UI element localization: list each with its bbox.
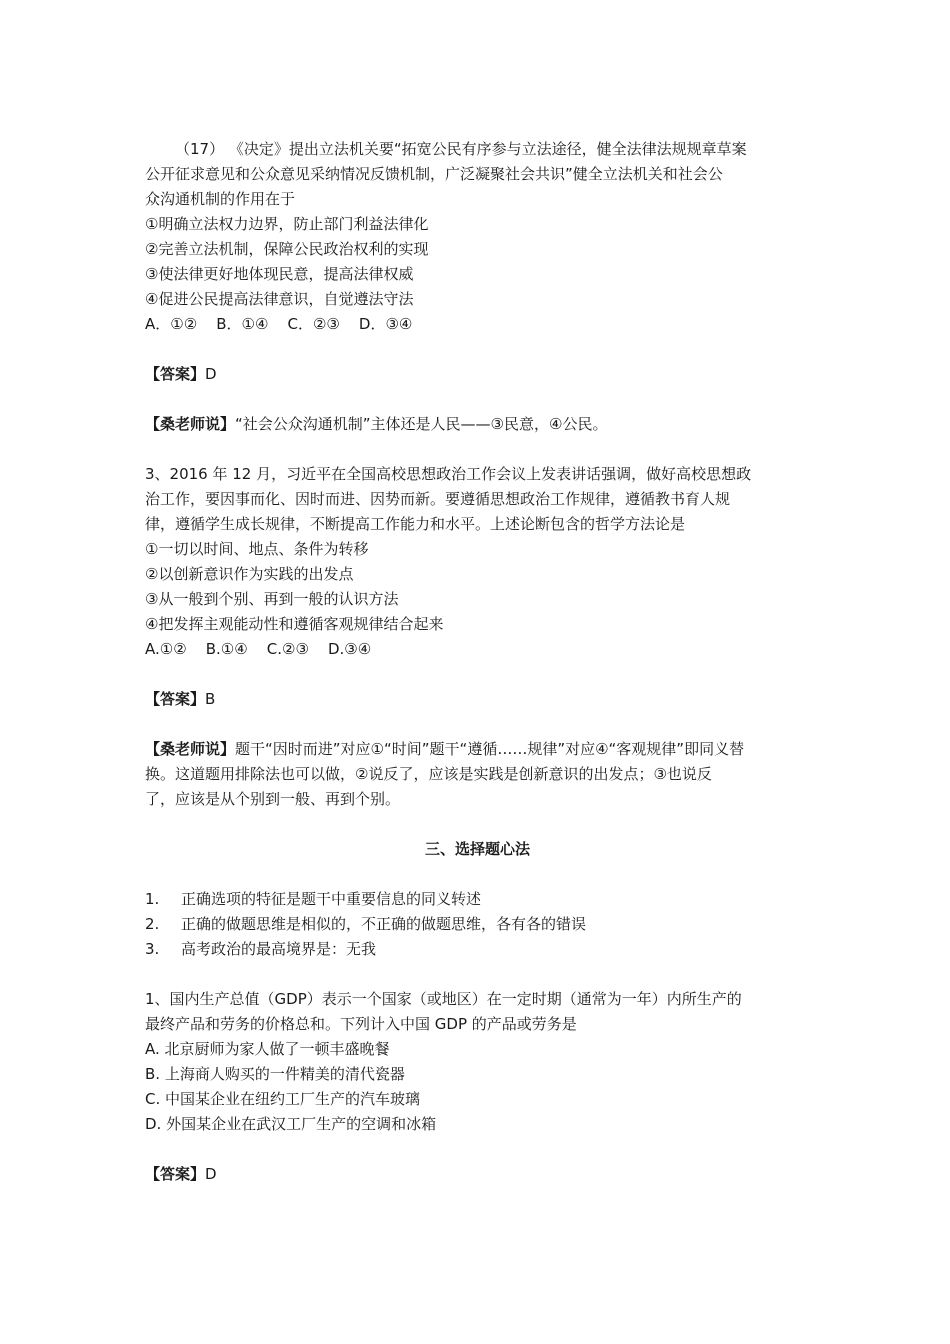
question-stem-line: （17） 《决定》提出立法机关要“拓宽公民有序参与立法途径，健全法律法规规章草案	[175, 140, 747, 158]
answer-option: B. 上海商人购买的一件精美的清代瓷器	[145, 1065, 405, 1083]
list-text: 正确选项的特征是题干中重要信息的同义转述	[181, 890, 482, 908]
comment-label: 【桑老师说】	[145, 415, 236, 433]
answer-options: A.①② B.①④ C.②③ D.③④	[145, 640, 372, 658]
statement-item: ①一切以时间、地点、条件为转移	[145, 540, 369, 558]
answer-value: D	[205, 365, 217, 383]
answer-options: A．①② B．①④ C．②③ D．③④	[145, 315, 413, 333]
comment-text: “社会公众沟通机制”主体还是人民——③民意，④公民。	[235, 415, 608, 433]
answer-label: 【答案】	[145, 365, 206, 383]
statement-item: ③从一般到个别、再到一般的认识方法	[145, 590, 399, 608]
teacher-comment	[145, 412, 810, 437]
spacer	[145, 812, 810, 837]
statement-item: ③使法律更好地体现民意，提高法律权威	[145, 265, 414, 283]
document-content	[145, 137, 810, 1187]
spacer	[145, 962, 810, 987]
statement-item: ②完善立法机制，保障公民政治权利的实现	[145, 240, 429, 258]
list-item	[145, 937, 810, 962]
answer-option: A. 北京厨师为家人做了一顿丰盛晚餐	[145, 1040, 390, 1058]
spacer	[145, 712, 810, 737]
answer-option: D. 外国某企业在武汉工厂生产的空调和冰箱	[145, 1115, 437, 1133]
question-stem-line: 众沟通机制的作用在于	[145, 190, 296, 208]
answer-label: 【答案】	[145, 1165, 206, 1183]
list-item	[145, 887, 810, 912]
statement-item: ①明确立法权力边界，防止部门利益法律化	[145, 215, 429, 233]
list-text: 正确的做题思维是相似的，不正确的做题思维，各有各的错误	[181, 915, 587, 933]
list-number: 2.	[145, 915, 160, 933]
spacer	[145, 662, 810, 687]
spacer	[145, 862, 810, 887]
answer-line	[145, 687, 810, 712]
answer-value: D	[205, 1165, 217, 1183]
answer-option: C. 中国某企业在纽约工厂生产的汽车玻璃	[145, 1090, 421, 1108]
question-1	[145, 987, 810, 1187]
answer-line	[145, 1162, 810, 1187]
question-stem-line: 律，遵循学生成长规律，不断提高工作能力和水平。上述论断包含的哲学方法论是	[145, 515, 686, 533]
question-stem-line: 1、国内生产总值（GDP）表示一个国家（或地区）在一定时期（通常为一年）内所生产的	[145, 990, 742, 1008]
question-3	[145, 462, 810, 812]
list-text: 高考政治的最高境界是：无我	[181, 940, 377, 958]
question-stem-line: 公开征求意见和公众意见采纳情况反馈机制，广泛凝聚社会共识”健全立法机关和社会公	[145, 165, 723, 183]
question-17	[145, 137, 810, 437]
tips-list	[145, 887, 810, 962]
teacher-comment-line: 换。这道题用排除法也可以做，②说反了，应该是实践是创新意识的出发点；③也说反	[145, 765, 712, 783]
comment-label: 【桑老师说】	[145, 740, 236, 758]
list-item	[145, 912, 810, 937]
list-number: 3.	[145, 940, 160, 958]
spacer	[145, 387, 810, 412]
statement-item: ④把发挥主观能动性和遵循客观规律结合起来	[145, 615, 444, 633]
answer-label: 【答案】	[145, 690, 206, 708]
question-stem-line: 3、2016 年 12 月，习近平在全国高校思想政治工作会议上发表讲话强调，做好高校思想政	[145, 465, 752, 483]
spacer	[145, 1137, 810, 1162]
comment-text: 题干“因时而进”对应①“时间”题干“遵循……规律”对应④“客观规律”即同义替	[235, 740, 745, 758]
question-stem-line: 治工作，要因事而化、因时而进、因势而新。要遵循思想政治工作规律，遵循教书育人规	[145, 490, 731, 508]
teacher-comment	[145, 737, 810, 762]
statement-item: ②以创新意识作为实践的出发点	[145, 565, 354, 583]
section-title: 三、选择题心法	[424, 840, 530, 858]
question-stem-line: 最终产品和劳务的价格总和。下列计入中国 GDP 的产品或劳务是	[145, 1015, 577, 1033]
spacer	[145, 337, 810, 362]
statement-item: ④促进公民提高法律意识，自觉遵法守法	[145, 290, 414, 308]
answer-value: B	[205, 690, 216, 708]
teacher-comment-line: 了，应该是从个别到一般、再到个别。	[145, 790, 401, 808]
list-number: 1.	[145, 890, 160, 908]
answer-line	[145, 362, 810, 387]
spacer	[145, 437, 810, 462]
